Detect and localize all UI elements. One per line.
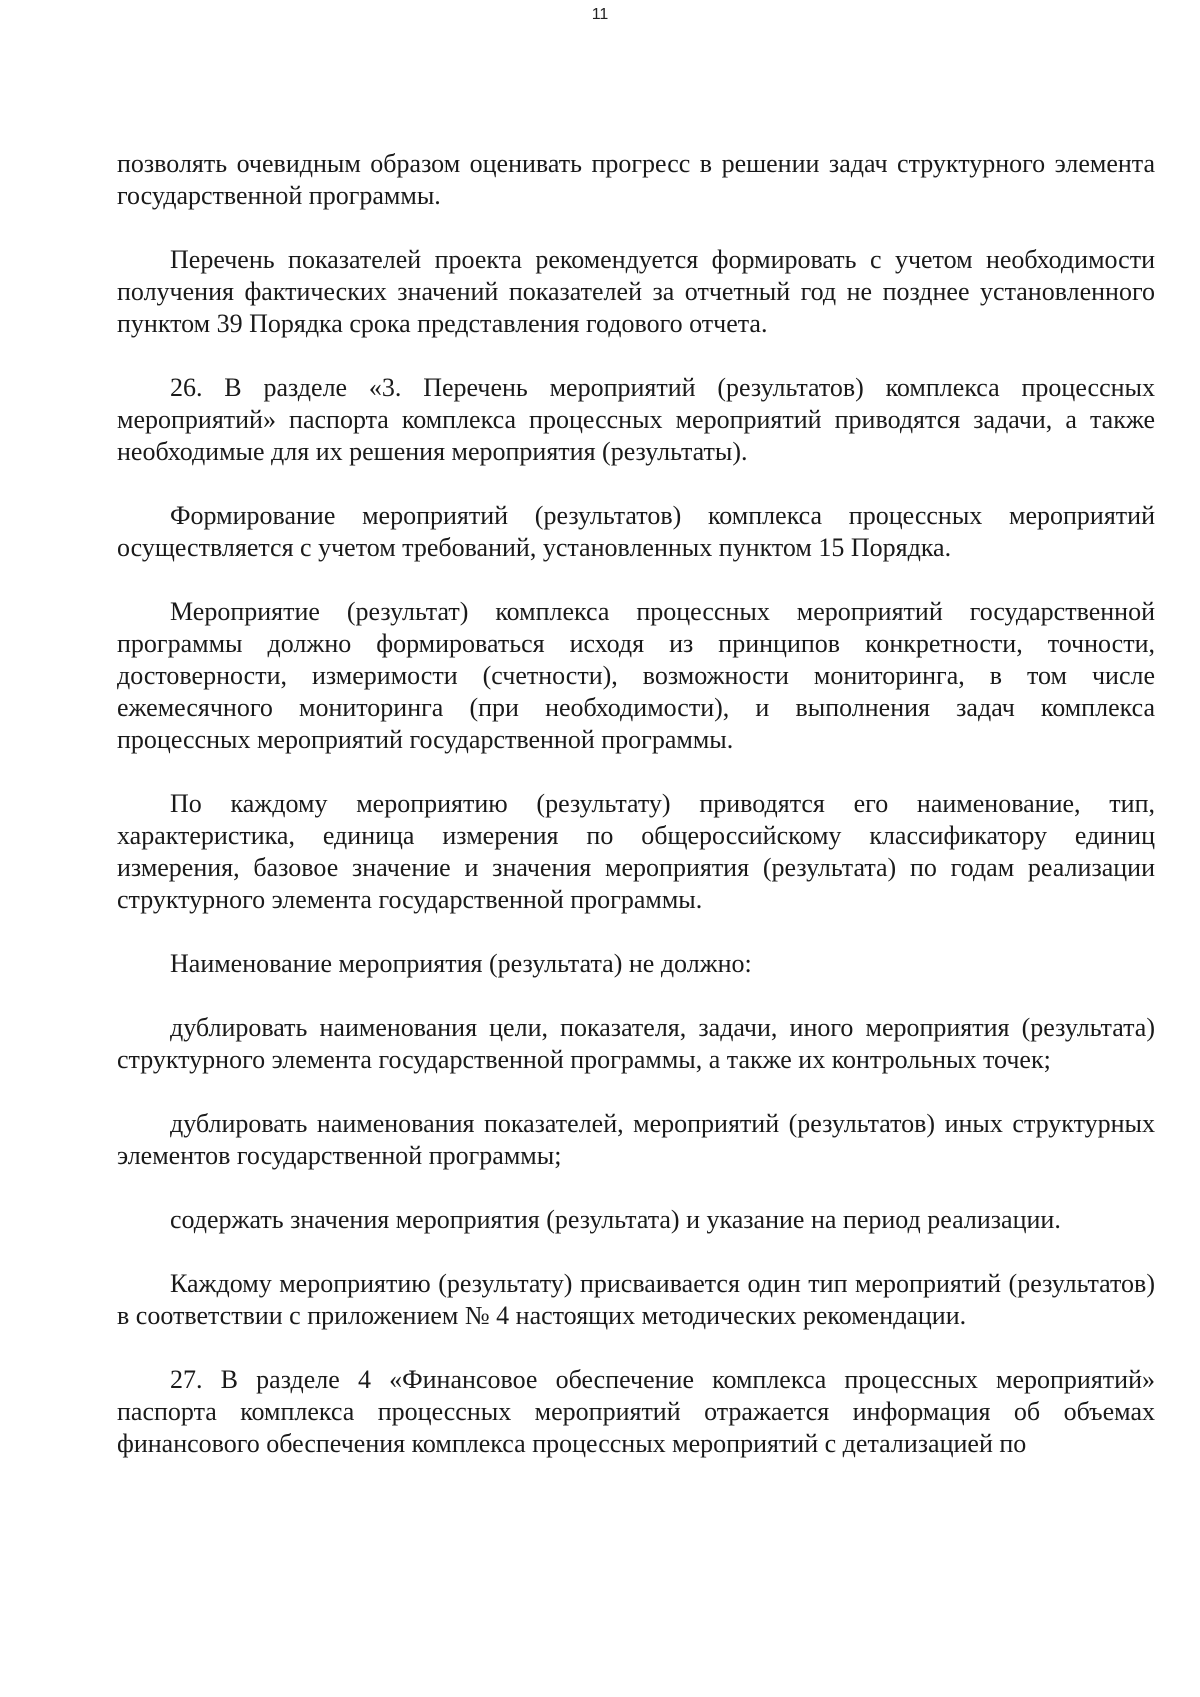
list-item: дублировать наименования показателей, мероприятий (результатов) иных структурных элементов государственной программы; <box>117 1109 1155 1170</box>
paragraph-continuation: позволять очевидным образом оценивать прогресс в решении задач структурного элемента государственной программы. <box>117 149 1155 210</box>
paragraph: По каждому мероприятию (результату) приводятся его наименование, тип, характеристика, единица измерения по общероссийскому классификатору единиц измерения, базовое значение и значения мероприятия (результата) по годам реализации структурного элемента государственной программы. <box>117 789 1155 914</box>
paragraph-item-27: 27. В разделе 4 «Финансовое обеспечение комплекса процессных мероприятий» паспорта комплекса процессных мероприятий отражается информация об объемах финансового обеспечения комплекса процессных мероприятий с детализацией по <box>117 1365 1155 1458</box>
paragraph-item-26: 26. В разделе «3. Перечень мероприятий (результатов) комплекса процессных мероприятий» паспорта комплекса процессных мероприятий приводятся задачи, а также необходимые для их решения мероприятия (результаты). <box>117 373 1155 466</box>
list-item: дублировать наименования цели, показателя, задачи, иного мероприятия (результата) структурного элемента государственной программы, а также их контрольных точек; <box>117 1013 1155 1074</box>
paragraph: Мероприятие (результат) комплекса процессных мероприятий государственной программы должно формироваться исходя из принципов конкретности, точности, достоверности, измеримости (счетности), возможности мониторинга, в том числе ежемесячного мониторинга (при необходимости), и выполнения задач комплекса процессных мероприятий государственной программы. <box>117 597 1155 754</box>
paragraph: Каждому мероприятию (результату) присваивается один тип мероприятий (результатов) в соответствии с приложением № 4 настоящих методических рекомендации. <box>117 1269 1155 1330</box>
paragraph: Формирование мероприятий (результатов) комплекса процессных мероприятий осуществляется с учетом требований, установленных пунктом 15 Порядка. <box>117 501 1155 562</box>
paragraph: Перечень показателей проекта рекомендуется формировать с учетом необходимости получения фактических значений показателей за отчетный год не позднее установленного пунктом 39 Порядка срока представления годового отчета. <box>117 245 1155 338</box>
page-number: 11 <box>591 6 609 23</box>
list-item: содержать значения мероприятия (результата) и указание на период реализации. <box>170 1205 1061 1234</box>
paragraph: Наименование мероприятия (результата) не должно: <box>170 949 752 978</box>
document-body <box>117 148 1155 1492</box>
